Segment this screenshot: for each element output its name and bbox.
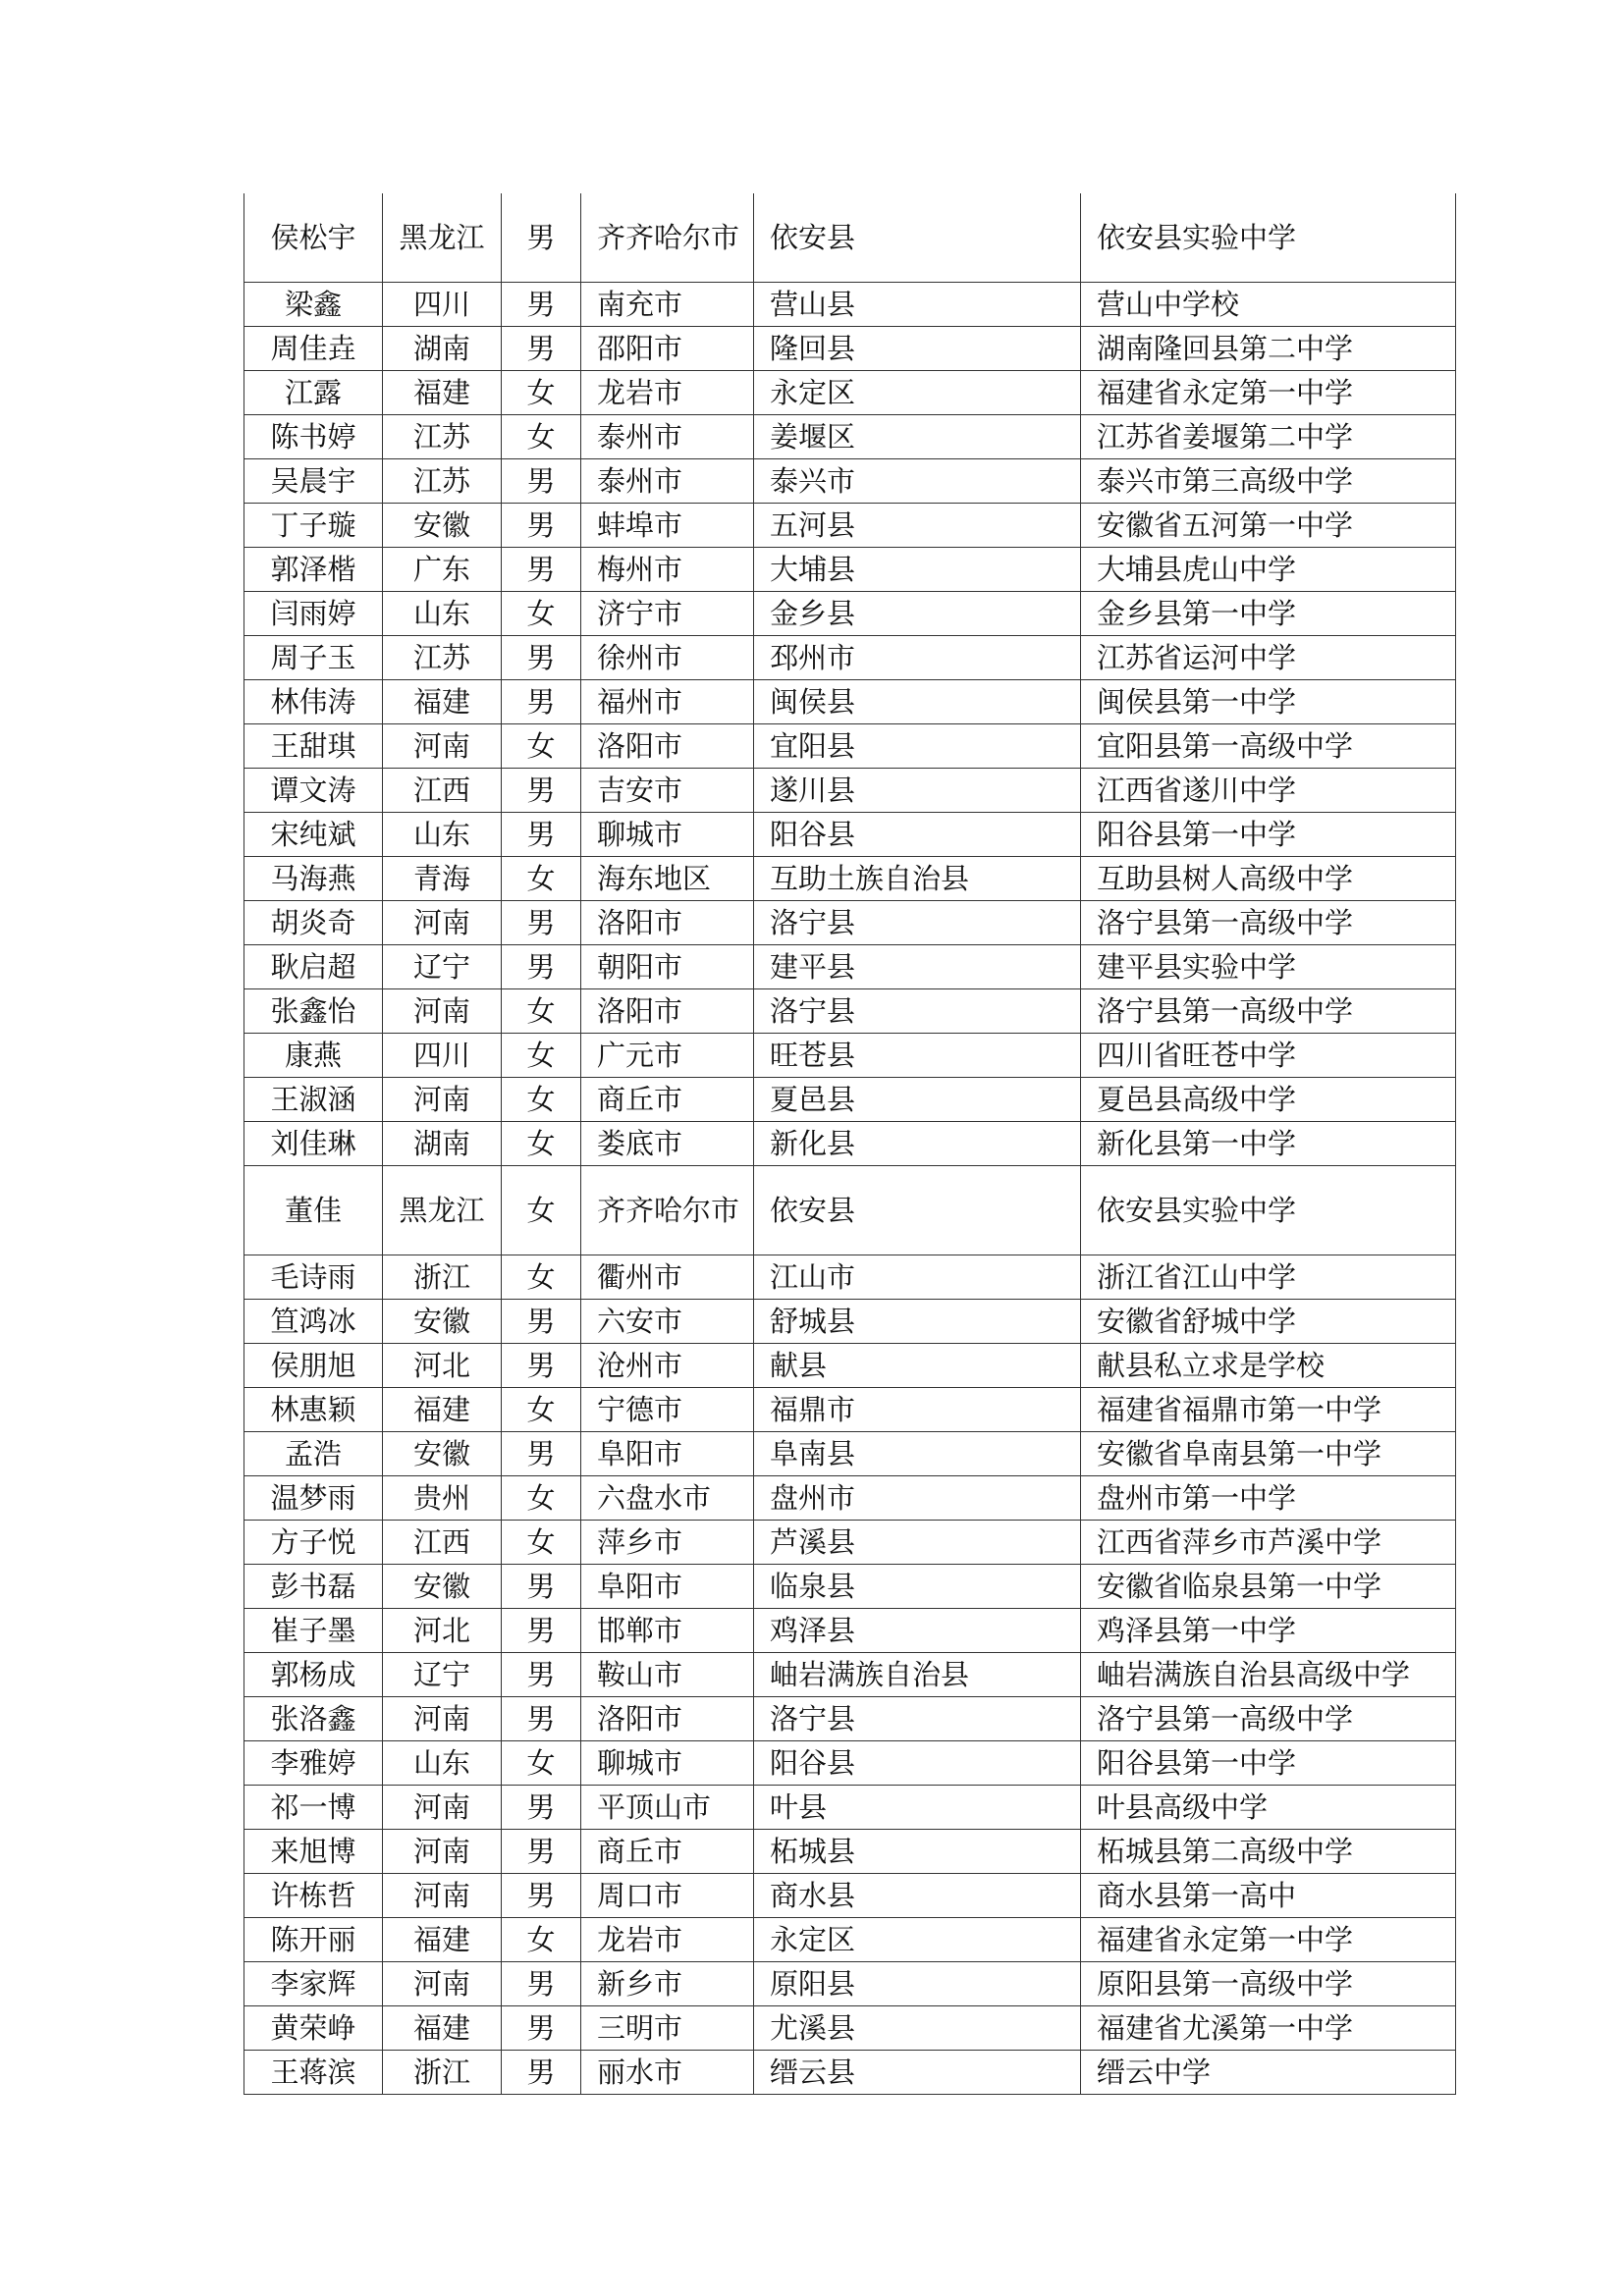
school-cell: 夏邑县高级中学 — [1081, 1078, 1456, 1122]
province-cell: 山东 — [383, 592, 502, 636]
province-cell: 安徽 — [383, 1432, 502, 1476]
student-name-cell: 林伟涛 — [244, 680, 383, 724]
school-cell: 福建省福鼎市第一中学 — [1081, 1388, 1456, 1432]
student-name-cell: 李雅婷 — [244, 1741, 383, 1786]
city-cell: 商丘市 — [581, 1830, 754, 1874]
table-row — [244, 680, 1456, 724]
city-cell: 洛阳市 — [581, 901, 754, 945]
county-cell: 叶县 — [754, 1786, 1081, 1830]
gender-cell: 男 — [502, 1786, 581, 1830]
table-row — [244, 371, 1456, 415]
province-cell: 福建 — [383, 371, 502, 415]
gender-cell: 男 — [502, 504, 581, 548]
school-cell: 依安县实验中学 — [1081, 193, 1456, 283]
student-name-cell: 侯松宇 — [244, 193, 383, 283]
gender-cell: 男 — [502, 813, 581, 857]
student-name-cell: 王蒋滨 — [244, 2051, 383, 2095]
table-row — [244, 857, 1456, 901]
student-name-cell: 周子玉 — [244, 636, 383, 680]
student-name-cell: 刘佳琳 — [244, 1122, 383, 1166]
province-cell: 福建 — [383, 2006, 502, 2051]
city-cell: 周口市 — [581, 1874, 754, 1918]
table-row — [244, 1078, 1456, 1122]
student-list-sheet — [244, 193, 1455, 2095]
province-cell: 贵州 — [383, 1476, 502, 1521]
school-cell: 安徽省五河第一中学 — [1081, 504, 1456, 548]
student-name-cell: 丁子璇 — [244, 504, 383, 548]
province-cell: 青海 — [383, 857, 502, 901]
school-cell: 安徽省舒城中学 — [1081, 1300, 1456, 1344]
school-cell: 阳谷县第一中学 — [1081, 1741, 1456, 1786]
student-name-cell: 张洛鑫 — [244, 1697, 383, 1741]
gender-cell: 男 — [502, 1344, 581, 1388]
city-cell: 沧州市 — [581, 1344, 754, 1388]
gender-cell: 女 — [502, 724, 581, 769]
province-cell: 江苏 — [383, 636, 502, 680]
gender-cell: 女 — [502, 857, 581, 901]
city-cell: 三明市 — [581, 2006, 754, 2051]
school-cell: 阳谷县第一中学 — [1081, 813, 1456, 857]
province-cell: 安徽 — [383, 1300, 502, 1344]
province-cell: 四川 — [383, 283, 502, 327]
gender-cell: 男 — [502, 459, 581, 504]
gender-cell: 男 — [502, 193, 581, 283]
gender-cell: 男 — [502, 901, 581, 945]
city-cell: 徐州市 — [581, 636, 754, 680]
student-name-cell: 宋纯斌 — [244, 813, 383, 857]
student-name-cell: 吴晨宇 — [244, 459, 383, 504]
student-name-cell: 李家辉 — [244, 1962, 383, 2006]
province-cell: 河南 — [383, 901, 502, 945]
student-name-cell: 孟浩 — [244, 1432, 383, 1476]
student-name-cell: 江露 — [244, 371, 383, 415]
county-cell: 原阳县 — [754, 1962, 1081, 2006]
student-name-cell: 谭文涛 — [244, 769, 383, 813]
county-cell: 大埔县 — [754, 548, 1081, 592]
city-cell: 阜阳市 — [581, 1565, 754, 1609]
city-cell: 丽水市 — [581, 2051, 754, 2095]
province-cell: 江苏 — [383, 459, 502, 504]
gender-cell: 男 — [502, 1697, 581, 1741]
city-cell: 龙岩市 — [581, 371, 754, 415]
city-cell: 齐齐哈尔市 — [581, 193, 754, 283]
school-cell: 新化县第一中学 — [1081, 1122, 1456, 1166]
gender-cell: 男 — [502, 1609, 581, 1653]
student-name-cell: 崔子墨 — [244, 1609, 383, 1653]
gender-cell: 女 — [502, 1166, 581, 1255]
table-row — [244, 2006, 1456, 2051]
school-cell: 福建省永定第一中学 — [1081, 1918, 1456, 1962]
school-cell: 四川省旺苍中学 — [1081, 1034, 1456, 1078]
table-row — [244, 1034, 1456, 1078]
table-row — [244, 1476, 1456, 1521]
county-cell: 芦溪县 — [754, 1521, 1081, 1565]
province-cell: 四川 — [383, 1034, 502, 1078]
student-name-cell: 梁鑫 — [244, 283, 383, 327]
school-cell: 缙云中学 — [1081, 2051, 1456, 2095]
student-name-cell: 马海燕 — [244, 857, 383, 901]
county-cell: 临泉县 — [754, 1565, 1081, 1609]
school-cell: 洛宁县第一高级中学 — [1081, 901, 1456, 945]
school-cell: 江苏省姜堰第二中学 — [1081, 415, 1456, 459]
student-table — [244, 193, 1456, 2095]
province-cell: 河南 — [383, 1962, 502, 2006]
table-row — [244, 548, 1456, 592]
city-cell: 广元市 — [581, 1034, 754, 1078]
table-row — [244, 283, 1456, 327]
student-name-cell: 康燕 — [244, 1034, 383, 1078]
student-name-cell: 王淑涵 — [244, 1078, 383, 1122]
school-cell: 柘城县第二高级中学 — [1081, 1830, 1456, 1874]
county-cell: 献县 — [754, 1344, 1081, 1388]
gender-cell: 男 — [502, 769, 581, 813]
province-cell: 江西 — [383, 1521, 502, 1565]
province-cell: 辽宁 — [383, 945, 502, 989]
student-name-cell: 黄荣峥 — [244, 2006, 383, 2051]
table-row — [244, 193, 1456, 283]
city-cell: 蚌埠市 — [581, 504, 754, 548]
table-row — [244, 1962, 1456, 2006]
school-cell: 依安县实验中学 — [1081, 1166, 1456, 1255]
table-row — [244, 415, 1456, 459]
city-cell: 衢州市 — [581, 1255, 754, 1300]
province-cell: 河南 — [383, 1830, 502, 1874]
table-row — [244, 724, 1456, 769]
student-name-cell: 闫雨婷 — [244, 592, 383, 636]
student-name-cell: 来旭博 — [244, 1830, 383, 1874]
student-name-cell: 张鑫怡 — [244, 989, 383, 1034]
city-cell: 平顶山市 — [581, 1786, 754, 1830]
province-cell: 福建 — [383, 680, 502, 724]
student-name-cell: 林惠颖 — [244, 1388, 383, 1432]
gender-cell: 男 — [502, 1300, 581, 1344]
county-cell: 遂川县 — [754, 769, 1081, 813]
gender-cell: 男 — [502, 1962, 581, 2006]
province-cell: 黑龙江 — [383, 193, 502, 283]
table-row — [244, 504, 1456, 548]
student-name-cell: 温梦雨 — [244, 1476, 383, 1521]
table-row — [244, 1786, 1456, 1830]
province-cell: 广东 — [383, 548, 502, 592]
county-cell: 新化县 — [754, 1122, 1081, 1166]
gender-cell: 男 — [502, 2006, 581, 2051]
city-cell: 聊城市 — [581, 813, 754, 857]
city-cell: 泰州市 — [581, 415, 754, 459]
gender-cell: 男 — [502, 636, 581, 680]
county-cell: 营山县 — [754, 283, 1081, 327]
province-cell: 河南 — [383, 724, 502, 769]
city-cell: 梅州市 — [581, 548, 754, 592]
gender-cell: 女 — [502, 1034, 581, 1078]
school-cell: 江西省萍乡市芦溪中学 — [1081, 1521, 1456, 1565]
city-cell: 南充市 — [581, 283, 754, 327]
student-name-cell: 周佳垚 — [244, 327, 383, 371]
city-cell: 吉安市 — [581, 769, 754, 813]
gender-cell: 女 — [502, 1476, 581, 1521]
gender-cell: 男 — [502, 327, 581, 371]
city-cell: 邯郸市 — [581, 1609, 754, 1653]
table-row — [244, 1830, 1456, 1874]
province-cell: 安徽 — [383, 1565, 502, 1609]
school-cell: 江苏省运河中学 — [1081, 636, 1456, 680]
table-row — [244, 1874, 1456, 1918]
student-name-cell: 笪鸿冰 — [244, 1300, 383, 1344]
student-name-cell: 陈书婷 — [244, 415, 383, 459]
city-cell: 聊城市 — [581, 1741, 754, 1786]
county-cell: 江山市 — [754, 1255, 1081, 1300]
school-cell: 岫岩满族自治县高级中学 — [1081, 1653, 1456, 1697]
school-cell: 献县私立求是学校 — [1081, 1344, 1456, 1388]
student-name-cell: 方子悦 — [244, 1521, 383, 1565]
table-row — [244, 989, 1456, 1034]
table-row — [244, 1653, 1456, 1697]
province-cell: 河南 — [383, 1697, 502, 1741]
province-cell: 江苏 — [383, 415, 502, 459]
city-cell: 洛阳市 — [581, 1697, 754, 1741]
city-cell: 邵阳市 — [581, 327, 754, 371]
table-row — [244, 813, 1456, 857]
school-cell: 福建省尤溪第一中学 — [1081, 2006, 1456, 2051]
county-cell: 永定区 — [754, 371, 1081, 415]
student-name-cell: 许栋哲 — [244, 1874, 383, 1918]
province-cell: 山东 — [383, 813, 502, 857]
school-cell: 大埔县虎山中学 — [1081, 548, 1456, 592]
province-cell: 浙江 — [383, 1255, 502, 1300]
table-row — [244, 1432, 1456, 1476]
city-cell: 商丘市 — [581, 1078, 754, 1122]
gender-cell: 男 — [502, 283, 581, 327]
city-cell: 齐齐哈尔市 — [581, 1166, 754, 1255]
table-row — [244, 1918, 1456, 1962]
city-cell: 济宁市 — [581, 592, 754, 636]
school-cell: 互助县树人高级中学 — [1081, 857, 1456, 901]
table-row — [244, 1697, 1456, 1741]
table-row — [244, 945, 1456, 989]
student-name-cell: 王甜琪 — [244, 724, 383, 769]
gender-cell: 男 — [502, 1830, 581, 1874]
province-cell: 福建 — [383, 1918, 502, 1962]
gender-cell: 男 — [502, 680, 581, 724]
school-cell: 闽侯县第一中学 — [1081, 680, 1456, 724]
province-cell: 湖南 — [383, 1122, 502, 1166]
table-row — [244, 1166, 1456, 1255]
province-cell: 福建 — [383, 1388, 502, 1432]
province-cell: 安徽 — [383, 504, 502, 548]
county-cell: 柘城县 — [754, 1830, 1081, 1874]
school-cell: 洛宁县第一高级中学 — [1081, 989, 1456, 1034]
gender-cell: 男 — [502, 548, 581, 592]
school-cell: 浙江省江山中学 — [1081, 1255, 1456, 1300]
school-cell: 盘州市第一中学 — [1081, 1476, 1456, 1521]
table-row — [244, 1741, 1456, 1786]
school-cell: 泰兴市第三高级中学 — [1081, 459, 1456, 504]
city-cell: 阜阳市 — [581, 1432, 754, 1476]
county-cell: 洛宁县 — [754, 901, 1081, 945]
province-cell: 河南 — [383, 1874, 502, 1918]
table-row — [244, 1122, 1456, 1166]
county-cell: 旺苍县 — [754, 1034, 1081, 1078]
city-cell: 六安市 — [581, 1300, 754, 1344]
table-row — [244, 1300, 1456, 1344]
county-cell: 福鼎市 — [754, 1388, 1081, 1432]
gender-cell: 男 — [502, 1874, 581, 1918]
city-cell: 萍乡市 — [581, 1521, 754, 1565]
province-cell: 河北 — [383, 1344, 502, 1388]
county-cell: 邳州市 — [754, 636, 1081, 680]
city-cell: 娄底市 — [581, 1122, 754, 1166]
gender-cell: 女 — [502, 592, 581, 636]
school-cell: 江西省遂川中学 — [1081, 769, 1456, 813]
table-row — [244, 1521, 1456, 1565]
county-cell: 尤溪县 — [754, 2006, 1081, 2051]
table-row — [244, 769, 1456, 813]
table-row — [244, 636, 1456, 680]
gender-cell: 女 — [502, 989, 581, 1034]
table-row — [244, 592, 1456, 636]
city-cell: 洛阳市 — [581, 989, 754, 1034]
gender-cell: 女 — [502, 1918, 581, 1962]
school-cell: 湖南隆回县第二中学 — [1081, 327, 1456, 371]
county-cell: 夏邑县 — [754, 1078, 1081, 1122]
school-cell: 叶县高级中学 — [1081, 1786, 1456, 1830]
table-row — [244, 1388, 1456, 1432]
gender-cell: 男 — [502, 1565, 581, 1609]
school-cell: 鸡泽县第一中学 — [1081, 1609, 1456, 1653]
county-cell: 洛宁县 — [754, 1697, 1081, 1741]
school-cell: 福建省永定第一中学 — [1081, 371, 1456, 415]
province-cell: 河南 — [383, 1786, 502, 1830]
city-cell: 宁德市 — [581, 1388, 754, 1432]
county-cell: 金乡县 — [754, 592, 1081, 636]
county-cell: 泰兴市 — [754, 459, 1081, 504]
school-cell: 安徽省临泉县第一中学 — [1081, 1565, 1456, 1609]
province-cell: 河南 — [383, 1078, 502, 1122]
table-row — [244, 1344, 1456, 1388]
school-cell: 商水县第一高中 — [1081, 1874, 1456, 1918]
student-name-cell: 郭泽楷 — [244, 548, 383, 592]
county-cell: 盘州市 — [754, 1476, 1081, 1521]
province-cell: 辽宁 — [383, 1653, 502, 1697]
gender-cell: 女 — [502, 1255, 581, 1300]
province-cell: 河北 — [383, 1609, 502, 1653]
gender-cell: 女 — [502, 371, 581, 415]
gender-cell: 男 — [502, 2051, 581, 2095]
gender-cell: 女 — [502, 1388, 581, 1432]
student-name-cell: 彭书磊 — [244, 1565, 383, 1609]
school-cell: 宜阳县第一高级中学 — [1081, 724, 1456, 769]
gender-cell: 女 — [502, 1078, 581, 1122]
gender-cell: 女 — [502, 1521, 581, 1565]
table-row — [244, 2051, 1456, 2095]
county-cell: 缙云县 — [754, 2051, 1081, 2095]
school-cell: 原阳县第一高级中学 — [1081, 1962, 1456, 2006]
county-cell: 阳谷县 — [754, 813, 1081, 857]
table-row — [244, 1255, 1456, 1300]
student-table-body — [244, 193, 1456, 2095]
county-cell: 永定区 — [754, 1918, 1081, 1962]
county-cell: 依安县 — [754, 1166, 1081, 1255]
province-cell: 浙江 — [383, 2051, 502, 2095]
county-cell: 隆回县 — [754, 327, 1081, 371]
county-cell: 舒城县 — [754, 1300, 1081, 1344]
county-cell: 阳谷县 — [754, 1741, 1081, 1786]
student-name-cell: 耿启超 — [244, 945, 383, 989]
city-cell: 龙岩市 — [581, 1918, 754, 1962]
county-cell: 建平县 — [754, 945, 1081, 989]
table-row — [244, 459, 1456, 504]
student-name-cell: 董佳 — [244, 1166, 383, 1255]
gender-cell: 男 — [502, 1432, 581, 1476]
gender-cell: 男 — [502, 1653, 581, 1697]
county-cell: 岫岩满族自治县 — [754, 1653, 1081, 1697]
city-cell: 洛阳市 — [581, 724, 754, 769]
student-name-cell: 毛诗雨 — [244, 1255, 383, 1300]
county-cell: 闽侯县 — [754, 680, 1081, 724]
county-cell: 互助土族自治县 — [754, 857, 1081, 901]
table-row — [244, 1609, 1456, 1653]
county-cell: 宜阳县 — [754, 724, 1081, 769]
county-cell: 五河县 — [754, 504, 1081, 548]
city-cell: 六盘水市 — [581, 1476, 754, 1521]
county-cell: 依安县 — [754, 193, 1081, 283]
table-row — [244, 1565, 1456, 1609]
school-cell: 洛宁县第一高级中学 — [1081, 1697, 1456, 1741]
school-cell: 营山中学校 — [1081, 283, 1456, 327]
gender-cell: 男 — [502, 945, 581, 989]
province-cell: 黑龙江 — [383, 1166, 502, 1255]
student-name-cell: 侯朋旭 — [244, 1344, 383, 1388]
table-row — [244, 901, 1456, 945]
county-cell: 姜堰区 — [754, 415, 1081, 459]
city-cell: 朝阳市 — [581, 945, 754, 989]
student-name-cell: 陈开丽 — [244, 1918, 383, 1962]
gender-cell: 女 — [502, 1122, 581, 1166]
province-cell: 江西 — [383, 769, 502, 813]
county-cell: 鸡泽县 — [754, 1609, 1081, 1653]
city-cell: 福州市 — [581, 680, 754, 724]
gender-cell: 女 — [502, 415, 581, 459]
province-cell: 河南 — [383, 989, 502, 1034]
county-cell: 阜南县 — [754, 1432, 1081, 1476]
table-row — [244, 327, 1456, 371]
city-cell: 海东地区 — [581, 857, 754, 901]
city-cell: 鞍山市 — [581, 1653, 754, 1697]
city-cell: 泰州市 — [581, 459, 754, 504]
school-cell: 建平县实验中学 — [1081, 945, 1456, 989]
province-cell: 山东 — [383, 1741, 502, 1786]
student-name-cell: 郭杨成 — [244, 1653, 383, 1697]
school-cell: 金乡县第一中学 — [1081, 592, 1456, 636]
student-name-cell: 祁一博 — [244, 1786, 383, 1830]
county-cell: 商水县 — [754, 1874, 1081, 1918]
county-cell: 洛宁县 — [754, 989, 1081, 1034]
province-cell: 湖南 — [383, 327, 502, 371]
gender-cell: 女 — [502, 1741, 581, 1786]
city-cell: 新乡市 — [581, 1962, 754, 2006]
student-name-cell: 胡炎奇 — [244, 901, 383, 945]
school-cell: 安徽省阜南县第一中学 — [1081, 1432, 1456, 1476]
